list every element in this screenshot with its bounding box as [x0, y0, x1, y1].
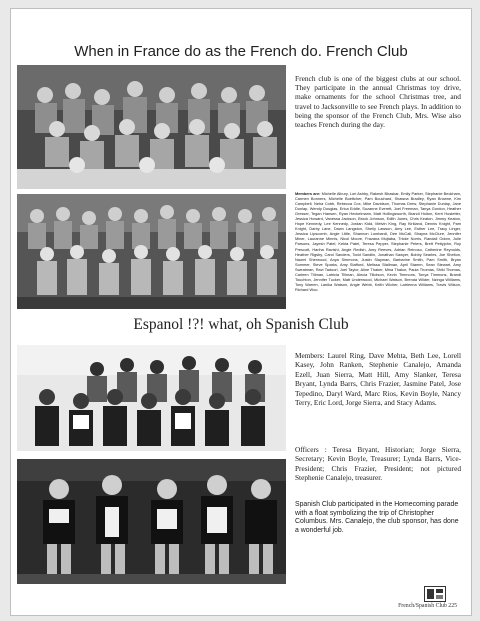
yearbook-logo-icon — [424, 586, 446, 602]
french-club-intro: French club is one of the biggest clubs at our school. They participate in the annual Christmas toy drive, make ornaments for the school Christmas tree, and travel to Jacksonville to see French plays. In addition to being the sponsor of the French Club, Mrs. Wise also teaches French during the day. — [295, 74, 461, 130]
spanish-club-photo-1 — [17, 345, 286, 451]
french-club-members — [295, 191, 461, 292]
spanish-club-photo-2 — [17, 459, 286, 584]
spanish-club-members: Members: Laurel Ring, Dave Mehta, Beth Lee, Lorell Kasey, John Ranken, Stephenie Canalejo, Amanda Ezell, Juan Sierra, Matt Hill, Amy Slanker, Teresa Bryant, Lynda Barrs, Chris Frazier, Jasmine Patel, Jose Tepedino, Daryl Ward, Marc Rios, Kevin Boyle, Nancy Terry, Eric Lord, Jorge Sierra, and Stacy Adams. — [295, 351, 461, 408]
yearbook-page — [10, 8, 472, 616]
french-club-photo-2 — [17, 194, 286, 309]
french-club-photo-1 — [17, 65, 286, 189]
members-list: Michelle Albury, Lori Ashby, Rakesh Bhaskar, Emily Parker, Stephanie Beckham, Carmen Bonners, Michelle Boettcher, Pam Bouchard, Shawna Bradley, Ryan Browne, Kim Campbell, Neha Cobb, Rebecca Cox, Mike Davidson, Thomas Drew, Stephanie Dunlap, Jane Dunlap, Wendy Douglas, Erica Eddie, Suzanne Everett, Joel Freeman, Tanya Gordon, Heather Gresser, Tegan Hansen, Ryan Heckelmann, Matt Hollingsworth, Brandi Holton, Kerri Hostetter, Jessica Howard, Vanessa Jackson, Brock Johnson, Edith Jones, Chris Keaton, Jimmy Keaton, Hope Kennedy, Lee Kennedy, Jordan Kidd, Melvin King, Ray Kirkland, Dennis Knight, Pam Knight, Darby Lane, Dawn Langston, Shelly Lawson, Amy Lee, Esther Lee, Tracy Linger, Jessica Lipscomb, Angie Little, Shannon Lombardi, Dee McCall, Shayna McClure, Jennifer Miner, Lauranne Minnis, Nicol Moore, Frazana Mujtaba, Tricke Norris, Randall Odom, Julie Parsons, Jayesh Patel, Kekta Patel, Teresa Pepper, Stephanie Peters, Brett Pettyjohn, Roy Prescott, Hariha Ravishi, Angie Redish, Amy Reeves, Adrian Reinoso, Catherine Reynolds, Heather Rigsby, Carol Sanders, Todd Sandlin, Jonathan Sawyer, Bobby Searles, Joe Shelton, Naomi Sherwood, Anya Simmons, Justin Slayman, Barbarine Smith, Pam Smith, Bryan Sommer, Steve Sparks, Amy Stafford, Melissa Stallman, April Stamm, Sean Stewart, Amy Sweatman, Ravi Tadoori, Joel Taylor, Aline Thaker, Mina Thakor, Paula Thomas, Shiki Thomas, Carleen Tillman, Latricia Tillman, Alecia Tillotson, Kevin Timmons, Tonya Timmons, Brandi Touchton, Jennifer Tucker, Matt Underwood, Michael Watson, Brenda Wilder, Nzinga Williams, Tony Warren, Lanika Watson, Angie Webb, Keith Wicher, Latrienna Williams, Travis Wilson, Richard Woo. — [295, 191, 461, 292]
spanish-club-title: Espanol !?! what, oh Spanish Club — [133, 316, 349, 333]
spanish-club-parade-text: Spanish Club participated in the Homecoming parade with a float symbolizing the trip of Christopher Columbus. Mrs. Canalejo, the club sponsor, has done a wonderful job. — [295, 501, 459, 535]
page-footer: French/Spanish Club 225 — [398, 603, 457, 609]
french-club-title: When in France do as the French do. French Club — [74, 43, 408, 60]
members-label: Members are: — [295, 191, 321, 196]
spanish-club-officers: Officers : Teresa Bryant, Historian; Jorge Sierra, Secretary; Kevin Boyle, Treasurer; Lynda Barrs, Vice-President; Chris Frazier, President; not pictured Stephenie Canalejo, treasurer. — [295, 445, 461, 483]
